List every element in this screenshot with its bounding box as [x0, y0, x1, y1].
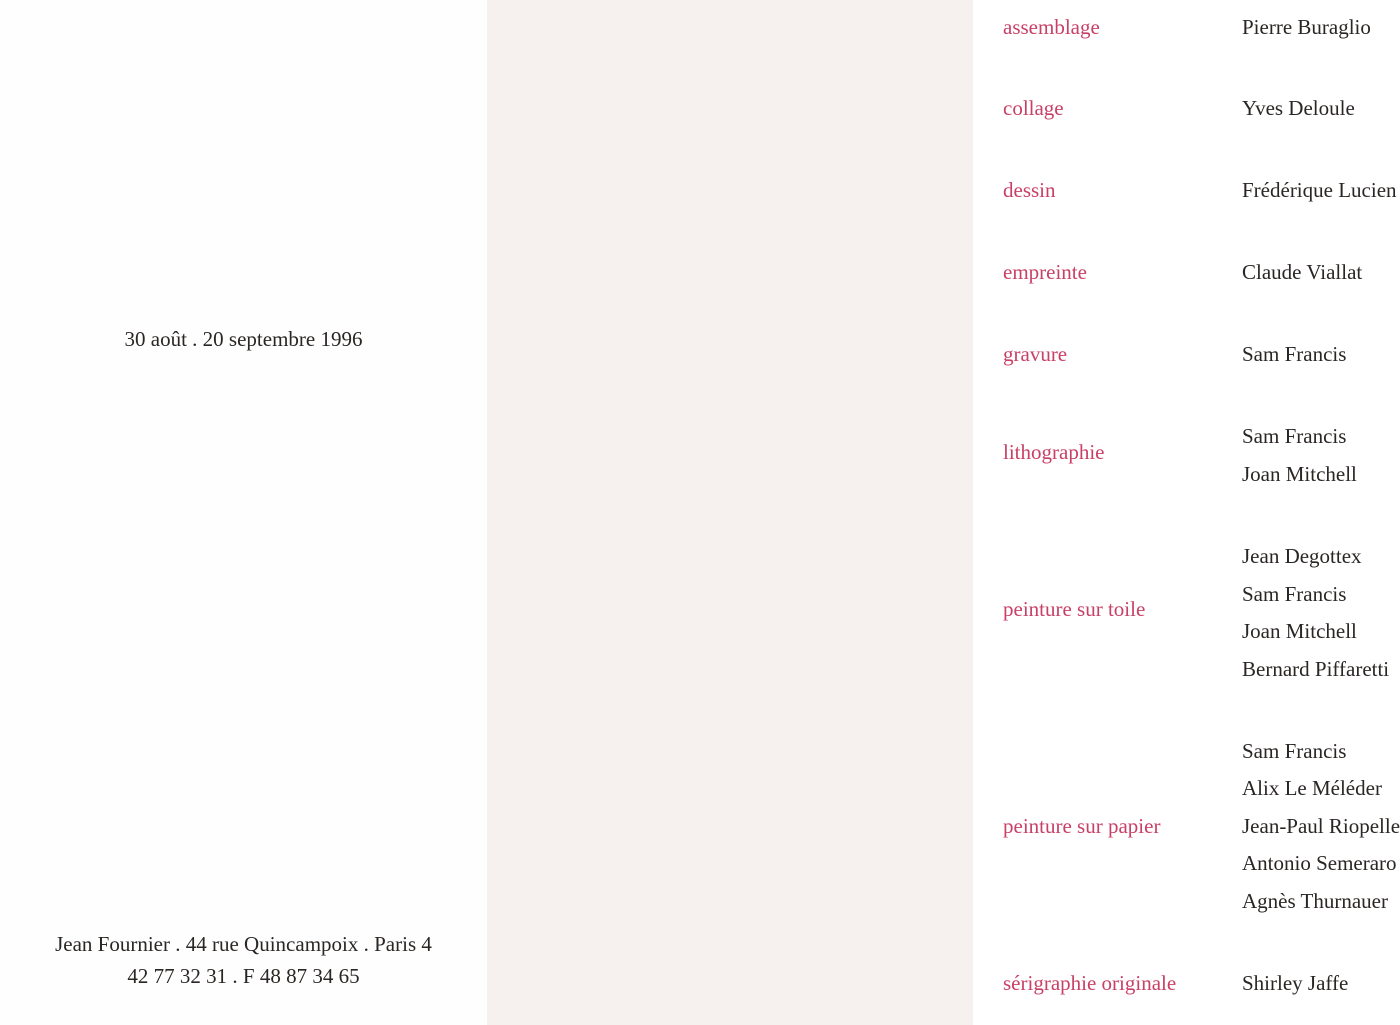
technique-assemblage: assemblage — [1003, 15, 1100, 39]
left-panel — [0, 0, 487, 1025]
technique-empreinte: empreinte — [1003, 260, 1087, 284]
artist-name: Sam Francis — [1242, 739, 1347, 763]
artist-name: Jean Degottex — [1242, 544, 1362, 568]
technique-peinture-sur-papier: peinture sur papier — [1003, 814, 1161, 838]
technique-peinture-sur-toile: peinture sur toile — [1003, 597, 1146, 621]
technique-serigraphie-originale: sérigraphie originale — [1003, 971, 1177, 995]
technique-gravure: gravure — [1003, 342, 1068, 366]
artist-name: Sam Francis — [1242, 342, 1347, 366]
technique-collage: collage — [1003, 96, 1064, 120]
artist-name: Claude Viallat — [1242, 260, 1363, 284]
artist-name: Yves Deloule — [1242, 96, 1355, 120]
exhibition-dates: 30 août . 20 septembre 1996 — [124, 327, 363, 351]
gallery-address — [0, 928, 487, 992]
artist-name: Agnès Thurnauer — [1242, 889, 1388, 913]
artist-name: Sam Francis — [1242, 424, 1347, 448]
artist-name: Joan Mitchell — [1242, 619, 1357, 643]
artist-name: Pierre Buraglio — [1242, 15, 1371, 39]
technique-dessin: dessin — [1003, 178, 1056, 202]
technique-lithographie: lithographie — [1003, 440, 1105, 464]
artist-name: Jean-Paul Riopelle — [1242, 814, 1400, 838]
artist-name: Antonio Semeraro — [1242, 851, 1397, 875]
artist-name: Alix Le Méléder — [1242, 776, 1382, 800]
phone-fax-line: 42 77 32 31 . F 48 87 34 65 — [127, 964, 360, 988]
artist-name: Joan Mitchell — [1242, 462, 1357, 486]
artist-name: Shirley Jaffe — [1242, 971, 1349, 995]
artist-name: Frédérique Lucien — [1242, 178, 1397, 202]
artist-name: Bernard Piffaretti — [1242, 657, 1390, 681]
address-line: Jean Fournier . 44 rue Quincampoix . Paris 4 — [55, 932, 432, 956]
artist-name: Sam Francis — [1242, 582, 1347, 606]
right-panel — [487, 0, 1400, 1025]
